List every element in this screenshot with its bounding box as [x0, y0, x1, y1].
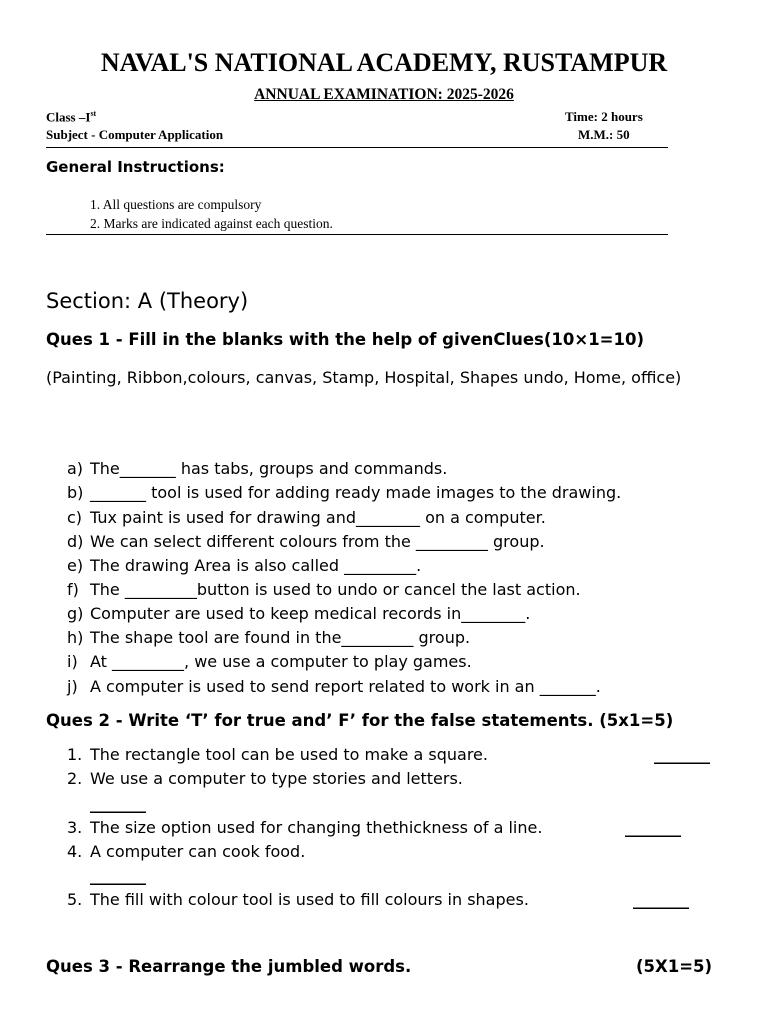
true-false-item	[67, 745, 488, 764]
fill-blank-item	[67, 652, 472, 671]
question-3-heading: Ques 3 - Rearrange the jumbled words.	[46, 957, 412, 976]
item-text: Tux paint is used for drawing and________ on a computer.	[90, 508, 546, 527]
answer-blank: _______	[654, 745, 710, 764]
fill-blank-item	[67, 459, 447, 478]
true-false-item	[67, 890, 529, 909]
item-text: The size option used for changing thethickness of a line.	[90, 818, 543, 837]
section-title: Section: A (Theory)	[46, 289, 249, 313]
class-text: Class –I	[46, 109, 91, 125]
question-2-heading: Ques 2 - Write ‘T’ for true and’ F’ for the false statements. (5x1=5)	[46, 711, 674, 730]
item-text: A computer is used to send report related to work in an _______.	[90, 677, 601, 696]
item-label: f)	[67, 580, 79, 599]
item-label: h)	[67, 628, 84, 647]
fill-blank-item	[67, 556, 421, 575]
fill-blank-item	[67, 677, 601, 696]
item-label: i)	[67, 652, 78, 671]
item-label: 3.	[67, 818, 83, 837]
instructions-heading: General Instructions:	[46, 158, 225, 176]
question-1-clues: (Painting, Ribbon,colours, canvas, Stamp, Hospital, Shapes undo, Home, office)	[46, 368, 682, 387]
fill-blank-item	[67, 604, 530, 623]
answer-blank: _______	[625, 818, 681, 837]
class-label	[46, 109, 96, 125]
instruction-item: 2. Marks are indicated against each question.	[90, 216, 333, 231]
answer-blank: _______	[90, 794, 146, 813]
item-label: 5.	[67, 890, 83, 909]
class-suffix: st	[90, 109, 97, 118]
school-name: NAVAL'S NATIONAL ACADEMY, RUSTAMPUR	[100, 48, 668, 77]
item-text: Computer are used to keep medical records in________.	[90, 604, 531, 623]
fill-blank-item	[67, 628, 470, 647]
item-label: a)	[67, 459, 84, 478]
item-text: The_______ has tabs, groups and commands.	[90, 459, 448, 478]
fill-blank-item	[67, 532, 545, 551]
item-text: We use a computer to type stories and letters.	[90, 769, 463, 788]
true-false-item	[67, 818, 542, 837]
item-label: 4.	[67, 842, 83, 861]
item-label: e)	[67, 556, 84, 575]
item-text: At _________, we use a computer to play games.	[90, 652, 472, 671]
instruction-item: 1. All questions are compulsory	[90, 197, 262, 212]
true-false-item	[67, 842, 305, 861]
item-text: We can select different colours from the _________ group.	[90, 532, 545, 551]
subject-label: Subject - Computer Application	[46, 127, 224, 142]
item-text: The drawing Area is also called _________.	[90, 556, 422, 575]
item-label: j)	[67, 677, 78, 696]
max-marks: M.M.: 50	[578, 127, 630, 142]
answer-blank: _______	[90, 866, 146, 885]
question-3-marks: (5X1=5)	[636, 957, 713, 976]
instructions-divider	[46, 234, 668, 235]
answer-blank: _______	[633, 890, 689, 909]
item-label: 2.	[67, 769, 83, 788]
item-text: The shape tool are found in the_________ group.	[90, 628, 471, 647]
item-text: A computer can cook food.	[90, 842, 306, 861]
question-1-heading: Ques 1 - Fill in the blanks with the help of givenClues(10×1=10)	[46, 330, 645, 349]
item-label: 1.	[67, 745, 83, 764]
exam-time: Time: 2 hours	[565, 109, 643, 124]
fill-blank-item	[67, 508, 546, 527]
header-divider	[46, 147, 668, 148]
item-text: The fill with colour tool is used to fill colours in shapes.	[90, 890, 529, 909]
fill-blank-item	[67, 483, 621, 502]
item-text: The _________button is used to undo or cancel the last action.	[90, 580, 581, 599]
item-text: _______ tool is used for adding ready made images to the drawing.	[90, 483, 622, 502]
item-text: The rectangle tool can be used to make a square.	[90, 745, 488, 764]
fill-blank-item	[67, 580, 581, 599]
item-label: d)	[67, 532, 84, 551]
item-label: b)	[67, 483, 84, 502]
true-false-item	[67, 769, 463, 788]
exam-title: ANNUAL EXAMINATION: 2025-2026	[254, 86, 514, 103]
item-label: c)	[67, 508, 83, 527]
item-label: g)	[67, 604, 84, 623]
